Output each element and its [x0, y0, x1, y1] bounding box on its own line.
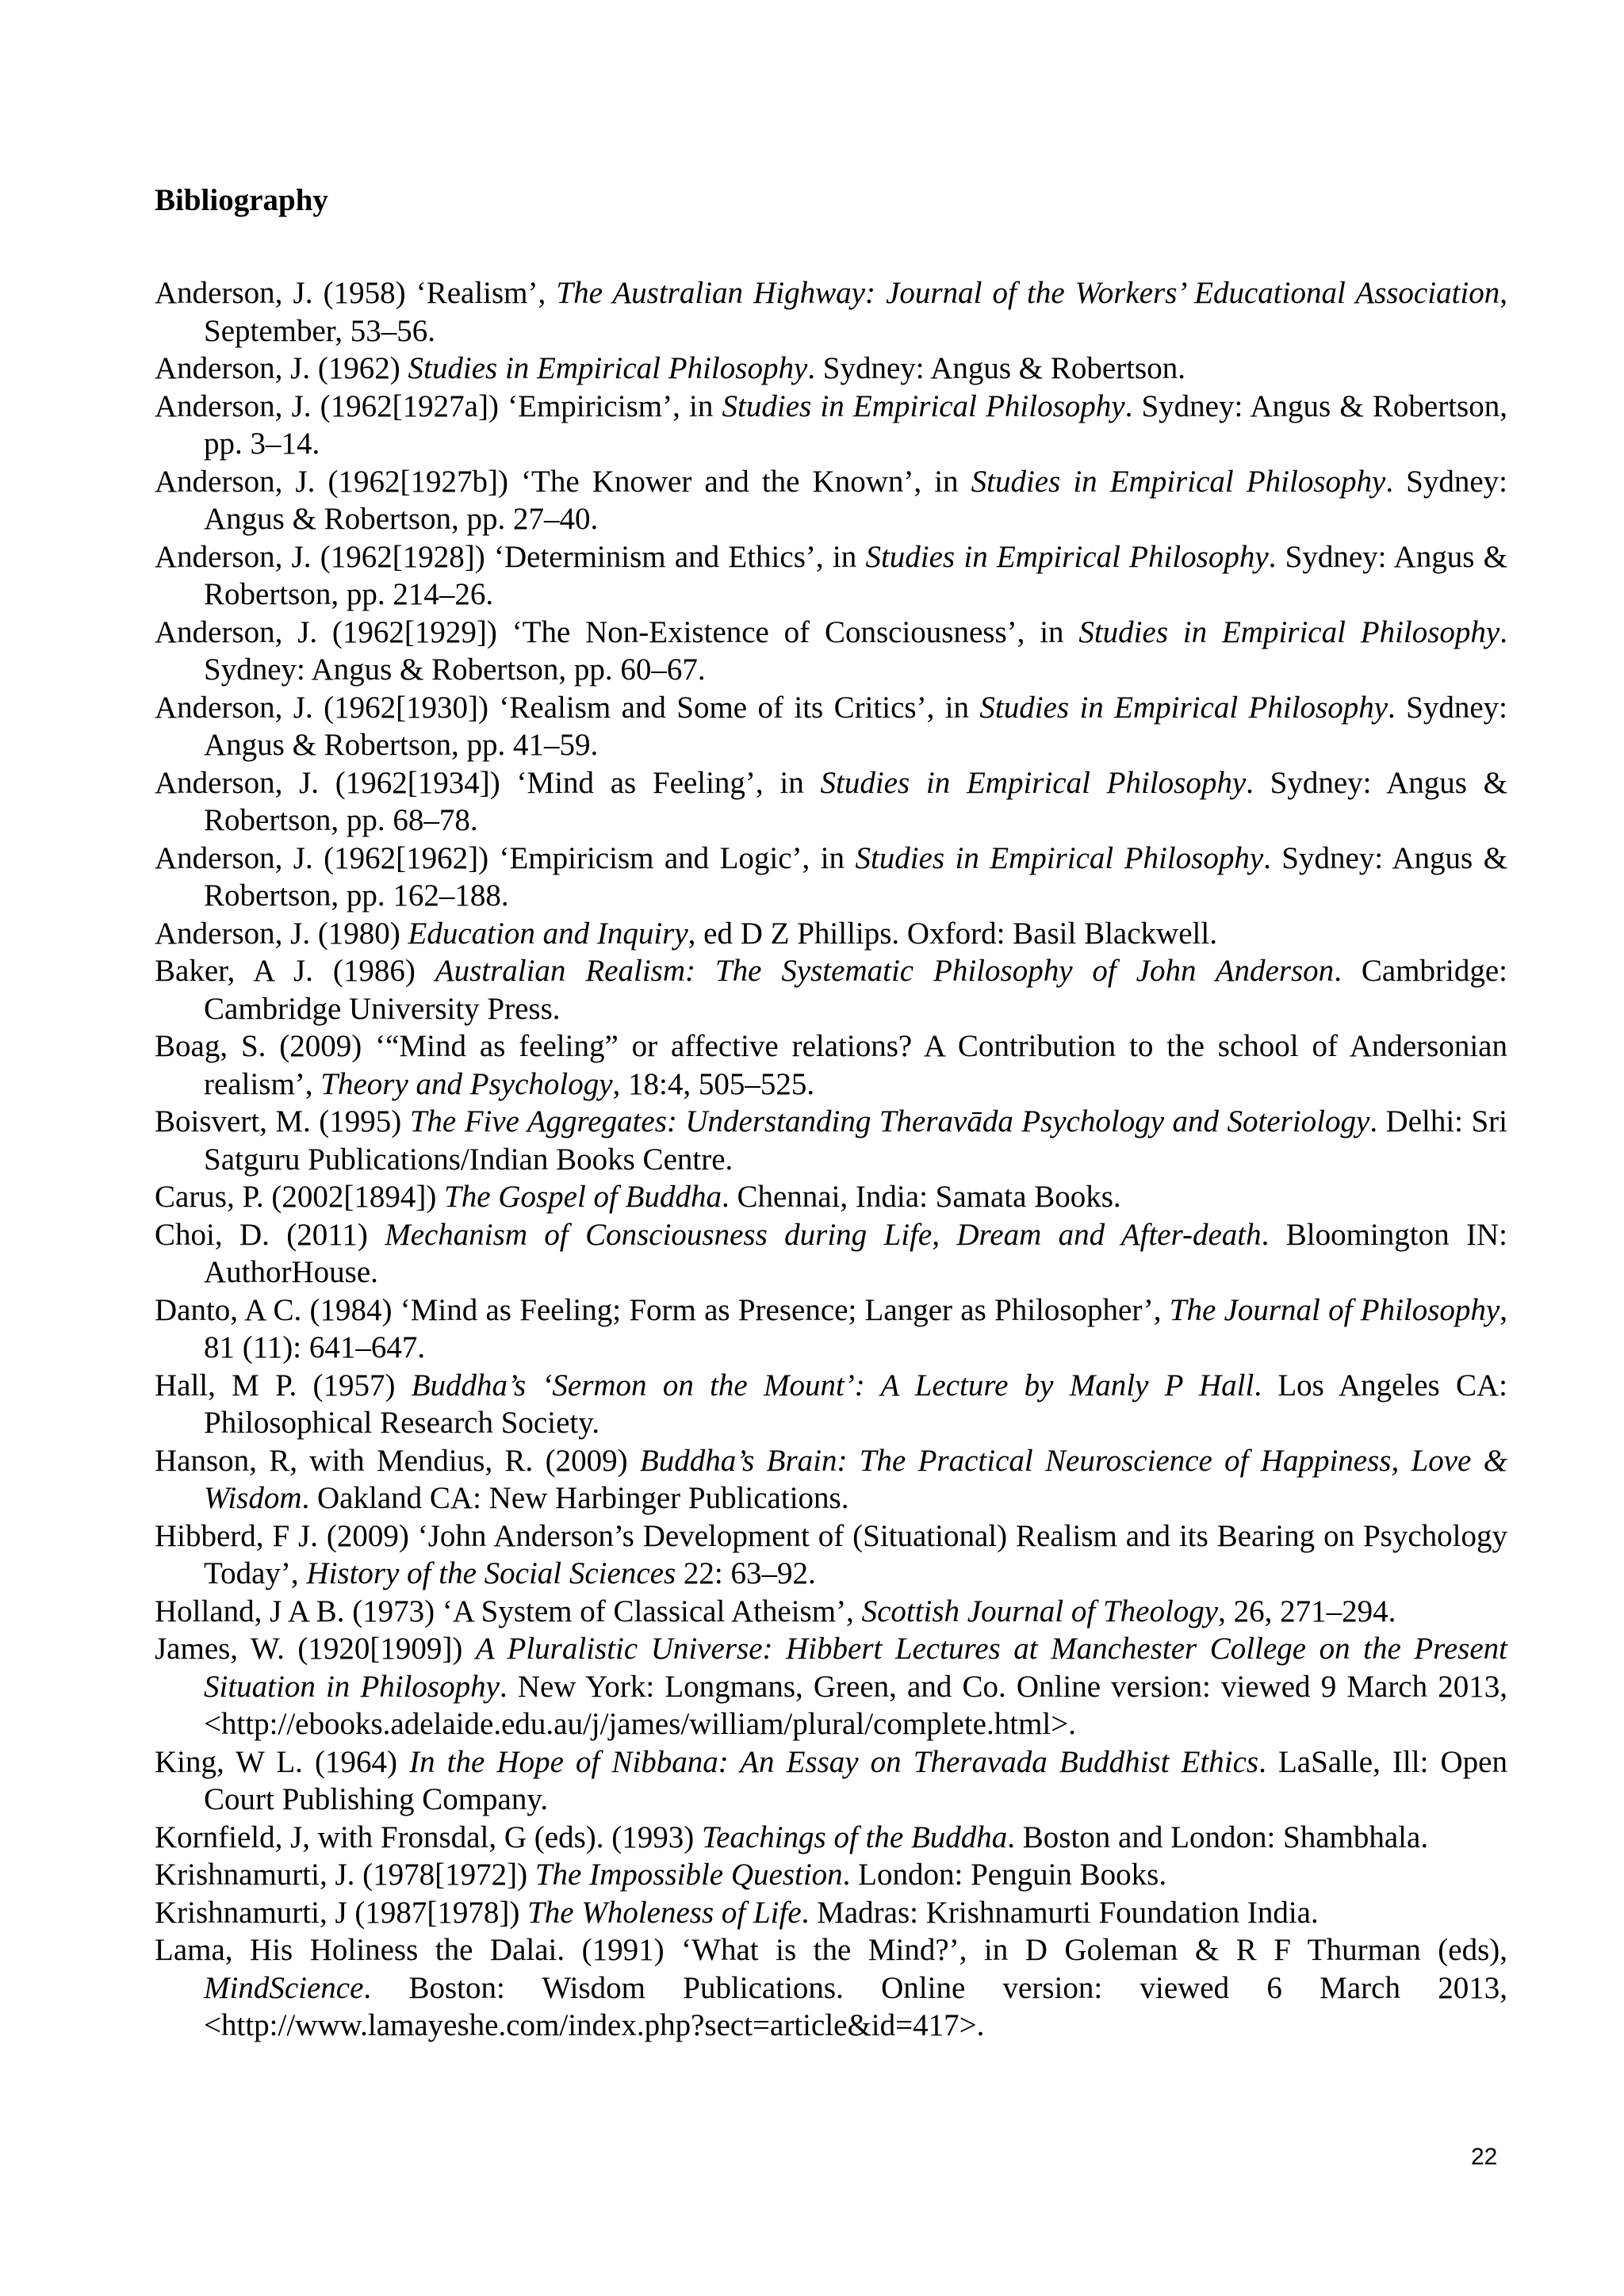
entry-publication: . Sydney: Angus & Robertson, pp. 68–78.	[204, 765, 1507, 837]
entry-author-year: Anderson, J. (1962[1928]) ‘Determinism and Ethics’, in	[155, 539, 866, 574]
entry-title: Theory and Psychology	[320, 1066, 613, 1101]
entry-title: The Impossible Question	[534, 1858, 843, 1892]
entry-publication: . Los Angeles CA: Philosophical Research Society.	[204, 1368, 1507, 1440]
entry-title: Studies in Empirical Philosophy	[722, 388, 1125, 423]
entry-title: Teachings of the Buddha	[701, 1820, 1008, 1854]
bibliography-entry	[155, 1593, 1507, 1631]
entry-author-year: Carus, P. (2002[1894])	[155, 1180, 445, 1214]
entry-author-year: Holland, J A B. (1973) ‘A System of Classical Atheism’,	[155, 1594, 862, 1628]
entry-title: Studies in Empirical Philosophy	[865, 539, 1269, 574]
bibliography-list	[155, 274, 1507, 2045]
bibliography-entry	[155, 463, 1507, 538]
entry-publication: . Sydney: Angus & Robertson, pp. 60–67.	[204, 614, 1507, 687]
entry-author-year: Anderson, J. (1962)	[155, 351, 408, 385]
bibliography-entry	[155, 1743, 1507, 1819]
bibliography-entry	[155, 764, 1507, 840]
bibliography-entry	[155, 1292, 1507, 1367]
entry-title: Australian Realism: The Systematic Philosophy of John Anderson	[435, 954, 1335, 988]
entry-title: The Five Aggregates: Understanding Theravāda Psychology and Soteriology	[409, 1104, 1370, 1138]
entry-title: Scottish Journal of Theology	[861, 1594, 1219, 1628]
entry-publication: . New York: Longmans, Green, and Co. Online version: viewed 9 March 2013, <http://ebooks.adelaide.edu.au/j/james/william/plural/complete.html>.	[204, 1669, 1507, 1741]
entry-author-year: King, W L. (1964)	[155, 1744, 410, 1779]
bibliography-entry	[155, 1517, 1507, 1593]
entry-author-year: Kornfield, J, with Fronsdal, G (eds). (1993)	[155, 1820, 702, 1854]
bibliography-entry	[155, 1856, 1507, 1894]
entry-author-year: Anderson, J. (1962[1930]) ‘Realism and Some of its Critics’, in	[155, 690, 980, 725]
entry-publication: . Madras: Krishnamurti Foundation India.	[801, 1895, 1319, 1930]
bibliography-entry	[155, 1178, 1507, 1216]
entry-title: The Wholeness of Life	[527, 1895, 802, 1930]
entry-author-year: Anderson, J. (1962[1927a]) ‘Empiricism’, in	[155, 388, 722, 423]
entry-author-year: Anderson, J. (1962[1962]) ‘Empiricism and Logic’, in	[155, 840, 856, 875]
bibliography-entry	[155, 350, 1507, 388]
entry-publication: . Sydney: Angus & Robertson, pp. 41–59.	[204, 690, 1507, 762]
entry-publication: . Boston: Wisdom Publications. Online version: viewed 6 March 2013, <http://www.lamayeshe.com/index.php?sect=article&id=417>.	[204, 1970, 1507, 2042]
entry-publication: , 26, 271–294.	[1218, 1594, 1396, 1628]
entry-title: Education and Inquiry	[408, 916, 688, 951]
entry-publication: . Delhi: Sri Satguru Publications/Indian Books Centre.	[204, 1104, 1507, 1177]
bibliography-entry	[155, 1442, 1507, 1517]
entry-publication: . Sydney: Angus & Robertson, pp. 27–40.	[204, 464, 1507, 536]
entry-title: A Pluralistic Universe: Hibbert Lectures at Manchester College on the Present Situation in Philosophy	[204, 1632, 1507, 1704]
entry-publication: . Chennai, India: Samata Books.	[721, 1180, 1121, 1214]
bibliography-entry	[155, 1027, 1507, 1103]
entry-author-year: Hanson, R, with Mendius, R. (2009)	[155, 1443, 640, 1478]
entry-title: Studies in Empirical Philosophy	[979, 690, 1388, 725]
entry-author-year: Boag, S. (2009) ‘“Mind as feeling” or affective relations? A Contribution to the school of Andersonian realism’,	[155, 1029, 1507, 1101]
entry-publication: 22: 63–92.	[676, 1556, 816, 1590]
bibliography-entry	[155, 614, 1507, 689]
entry-publication: . Boston and London: Shambhala.	[1007, 1820, 1429, 1854]
bibliography-entry	[155, 1216, 1507, 1292]
bibliography-entry	[155, 915, 1507, 953]
bibliography-entry	[155, 274, 1507, 350]
entry-author-year: Danto, A C. (1984) ‘Mind as Feeling; Form as Presence; Langer as Philosopher’,	[155, 1292, 1170, 1327]
entry-author-year: Hall, M P. (1957)	[155, 1368, 412, 1402]
entry-publication: , ed D Z Phillips. Oxford: Basil Blackwell.	[688, 916, 1217, 951]
bibliography-entry	[155, 1103, 1507, 1178]
entry-publication: . LaSalle, Ill: Open Court Publishing Company.	[204, 1744, 1507, 1816]
entry-title: Studies in Empirical Philosophy	[1078, 614, 1500, 649]
entry-author-year: Krishnamurti, J (1987[1978])	[155, 1895, 528, 1930]
page-title: Bibliography	[155, 183, 328, 217]
bibliography-entry	[155, 1630, 1507, 1743]
entry-title: MindScience	[204, 1970, 364, 2005]
entry-author-year: James, W. (1920[1909])	[155, 1632, 476, 1666]
entry-title: History of the Social Sciences	[306, 1556, 676, 1590]
bibliography-entry	[155, 1367, 1507, 1442]
entry-title: Studies in Empirical Philosophy	[971, 464, 1386, 499]
entry-title: The Journal of Philosophy	[1169, 1292, 1500, 1327]
entry-publication: , 18:4, 505–525.	[612, 1066, 815, 1101]
entry-author-year: Anderson, J. (1962[1929]) ‘The Non-Existence of Consciousness’, in	[155, 614, 1079, 649]
entry-publication: . Oakland CA: New Harbinger Publications.	[301, 1481, 849, 1515]
entry-title: Studies in Empirical Philosophy	[855, 840, 1264, 875]
entry-publication: . Sydney: Angus & Robertson, pp. 162–188.	[204, 840, 1507, 913]
entry-author-year: Hibberd, F J. (2009) ‘John Anderson’s Development of (Situational) Realism and its Bearing on Psychology Today’,	[155, 1518, 1507, 1590]
entry-author-year: Anderson, J. (1980)	[155, 916, 408, 951]
entry-title: In the Hope of Nibbana: An Essay on Theravada Buddhist Ethics	[409, 1744, 1259, 1779]
entry-publication: . Bloomington IN: AuthorHouse.	[204, 1217, 1508, 1289]
entry-author-year: Baker, A J. (1986)	[155, 954, 435, 988]
page-number: 22	[1471, 2144, 1498, 2170]
bibliography-entry	[155, 689, 1507, 764]
bibliography-entry	[155, 840, 1507, 915]
bibliography-entry	[155, 538, 1507, 614]
bibliography-entry	[155, 388, 1507, 463]
entry-title: Studies in Empirical Philosophy	[820, 765, 1247, 800]
bibliography-entry	[155, 1894, 1507, 1932]
entry-publication: . Sydney: Angus & Robertson, pp. 3–14.	[204, 388, 1507, 461]
entry-publication: . London: Penguin Books.	[842, 1858, 1167, 1892]
entry-title: Buddha’s Brain: The Practical Neuroscience of Happiness, Love & Wisdom	[204, 1443, 1507, 1515]
entry-author-year: Anderson, J. (1958) ‘Realism’,	[155, 276, 557, 310]
entry-author-year: Krishnamurti, J. (1978[1972])	[155, 1858, 535, 1892]
entry-title: Studies in Empirical Philosophy	[408, 351, 808, 385]
bibliography-entry	[155, 1819, 1507, 1857]
entry-publication: , 81 (11): 641–647.	[204, 1292, 1507, 1364]
bibliography-entry	[155, 952, 1507, 1027]
entry-title: Mechanism of Consciousness during Life, Dream and After-death	[385, 1217, 1262, 1252]
entry-author-year: Anderson, J. (1962[1934]) ‘Mind as Feeling’, in	[155, 765, 821, 800]
entry-publication: . Sydney: Angus & Robertson.	[807, 351, 1185, 385]
entry-publication: . Sydney: Angus & Robertson, pp. 214–26.	[204, 539, 1507, 611]
bibliography-entry	[155, 1931, 1507, 2045]
entry-title: Buddha’s ‘Sermon on the Mount’: A Lecture by Manly P Hall	[411, 1368, 1254, 1402]
entry-publication: . Cambridge: Cambridge University Press.	[204, 954, 1507, 1026]
entry-title: The Gospel of Buddha	[444, 1180, 722, 1214]
entry-author-year: Choi, D. (2011)	[155, 1217, 385, 1252]
entry-publication: , September, 53–56.	[204, 276, 1507, 348]
entry-author-year: Anderson, J. (1962[1927b]) ‘The Knower and the Known’, in	[155, 464, 971, 499]
entry-author-year: Lama, His Holiness the Dalai. (1991) ‘What is the Mind?’, in D Goleman & R F Thurman (eds),	[155, 1933, 1507, 1967]
entry-title: The Australian Highway: Journal of the Workers’ Educational Association	[556, 276, 1500, 310]
entry-author-year: Boisvert, M. (1995)	[155, 1104, 410, 1138]
